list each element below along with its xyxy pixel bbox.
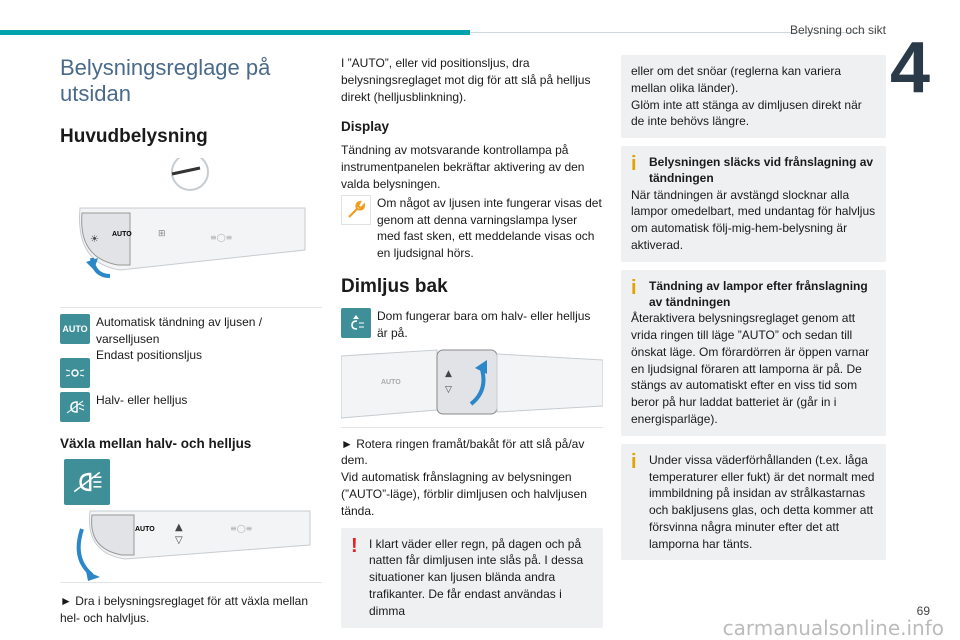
fog-ring-figure xyxy=(341,346,603,428)
warning-lamp-item xyxy=(341,195,603,262)
svg-text:≡◯≡: ≡◯≡ xyxy=(230,524,253,534)
column-1 xyxy=(60,55,322,627)
bullet-rotate-ring: ► Rotera ringen framåt/bakåt för att slå på/av dem. xyxy=(341,436,585,468)
high-beam-icon xyxy=(64,459,110,505)
heading-rear-fog: Dimljus bak xyxy=(341,275,448,297)
note2-title: Tändning av lampor efter frånslagning av tändningen xyxy=(649,278,868,309)
auto-fog-paragraph: Vid automatisk frånslagning av belysningen (”AUTO”-läge), förblir dimljusen och halvljusen tända. xyxy=(341,470,587,518)
info-icon: i xyxy=(631,450,637,473)
stalk-pull-illustration xyxy=(60,505,322,583)
svg-text:▽: ▽ xyxy=(445,384,452,395)
exclamation-icon: ! xyxy=(351,534,358,557)
fog-ring-illustration xyxy=(341,346,603,428)
svg-text:AUTO: AUTO xyxy=(381,378,401,386)
heading-switch-beams: Växla mellan halv- och helljus xyxy=(60,436,252,452)
auto-flash-paragraph: I ”AUTO”, eller vid positionsljus, dra belysningsreglaget mot dig för att slå på helljus direkt (helljusblinkning). xyxy=(341,56,591,104)
wrench-icon xyxy=(341,195,371,225)
column-3 xyxy=(621,55,886,560)
fog-continuation-note xyxy=(621,55,886,138)
column-2 xyxy=(341,55,603,628)
display-paragraph-2: Om något av ljusen inte fungerar visas det genom att denna varningslampa lyser med fast sken, ett meddelande visas och en ljudsignal hörs. xyxy=(377,195,602,261)
page-number: 69 xyxy=(916,604,930,618)
svg-text:☀: ☀ xyxy=(90,233,99,245)
fog-continuation-text-2: Glöm inte att stänga av dimljusen direkt när de inte behövs längre. xyxy=(631,97,862,129)
low-beam-text: Halv- eller helljus xyxy=(96,393,188,408)
svg-text:▲: ▲ xyxy=(445,368,452,379)
rear-fog-icon xyxy=(341,308,371,338)
svg-text:▽: ▽ xyxy=(175,535,183,547)
lighting-stalk-illustration xyxy=(60,158,322,308)
chapter-number: 4 xyxy=(889,28,930,108)
low-beam-icon xyxy=(60,392,90,422)
note2-text: Återaktivera belysningsreglaget genom att vrida ringen till läge ”AUTO” och sedan till önskat läge. Om förardörren är öppen varnar en ljudsignal föraren att lamporna är på. De stängs av automatiskt efter en viss tid som beror på hur laddat batteriet är (går in i energisparläge). xyxy=(631,311,870,426)
note1-title: Belysningen släcks vid frånslagning av tändningen xyxy=(649,155,874,186)
fog-continuation-text: eller om det snöar (reglerna kan variera mellan olika länder). xyxy=(631,64,842,95)
svg-text:≡◯≡: ≡◯≡ xyxy=(210,232,233,242)
stalk-figure-2 xyxy=(60,505,322,583)
rear-fog-item xyxy=(341,308,603,342)
svg-text:▲: ▲ xyxy=(175,522,183,534)
auto-lighting-item xyxy=(60,314,322,364)
svg-text:AUTO: AUTO xyxy=(135,526,155,534)
auto-item-text-1: Automatisk tändning av ljusen / xyxy=(96,314,263,329)
stalk-figure-1 xyxy=(60,158,322,308)
display-paragraph-1: Tändning av motsvarande kontrollampa på instrumentpanelen bekräftar aktivering av den valda belysningen. xyxy=(341,143,585,191)
info-icon: i xyxy=(631,153,637,176)
info-icon: i xyxy=(631,276,637,299)
watermark-url: carmanualsonline.info xyxy=(722,616,944,640)
bullet-switch-beams: ► Dra i belysningsreglaget för att växla mellan hel- och halvljus. xyxy=(60,594,308,625)
info-note-ignition-off xyxy=(621,146,886,262)
auto-badge-icon: AUTO xyxy=(60,314,90,344)
warning-note xyxy=(341,528,603,628)
rear-fog-text: Dom fungerar bara om halv- eller helljus är på. xyxy=(377,308,591,340)
section-title: Belysning och sikt xyxy=(789,23,886,37)
position-lights-icon xyxy=(60,358,90,388)
page-title: Belysningsreglage på utsidan xyxy=(60,55,271,107)
heading-main-lighting: Huvudbelysning xyxy=(60,125,208,147)
note3-text: Under vissa väderförhållanden (t.ex. låga temperaturer eller fukt) är det normalt med immbildning på insidan av strålkastarnas och bakljusens glas, och detta kommer att försvinna några minuter efter det att lamporna har tänts. xyxy=(649,452,875,551)
auto-item-text-2: varselljusen xyxy=(96,331,160,346)
svg-text:AUTO: AUTO xyxy=(112,230,132,238)
warning-text: I klart väder eller regn, på dagen och på natten får dimljusen inte slås på. I dessa situationer kan ljusen blända andra trafikanter. De får endast användas i dimma xyxy=(369,536,584,618)
info-note-condensation xyxy=(621,444,886,561)
auto-item-text-3: Endast positionsljus xyxy=(96,348,203,363)
note1-text: När tändningen är avstängd slocknar alla lampor omedelbart, med undantag för halvljus om automatisk följ-mig-hem-belysning är aktiverad. xyxy=(631,187,876,252)
header-accent-bar xyxy=(0,30,470,35)
heading-display: Display xyxy=(341,119,390,135)
info-note-relight xyxy=(621,270,886,436)
svg-text:⊞: ⊞ xyxy=(158,228,166,239)
low-beam-item xyxy=(60,392,322,422)
